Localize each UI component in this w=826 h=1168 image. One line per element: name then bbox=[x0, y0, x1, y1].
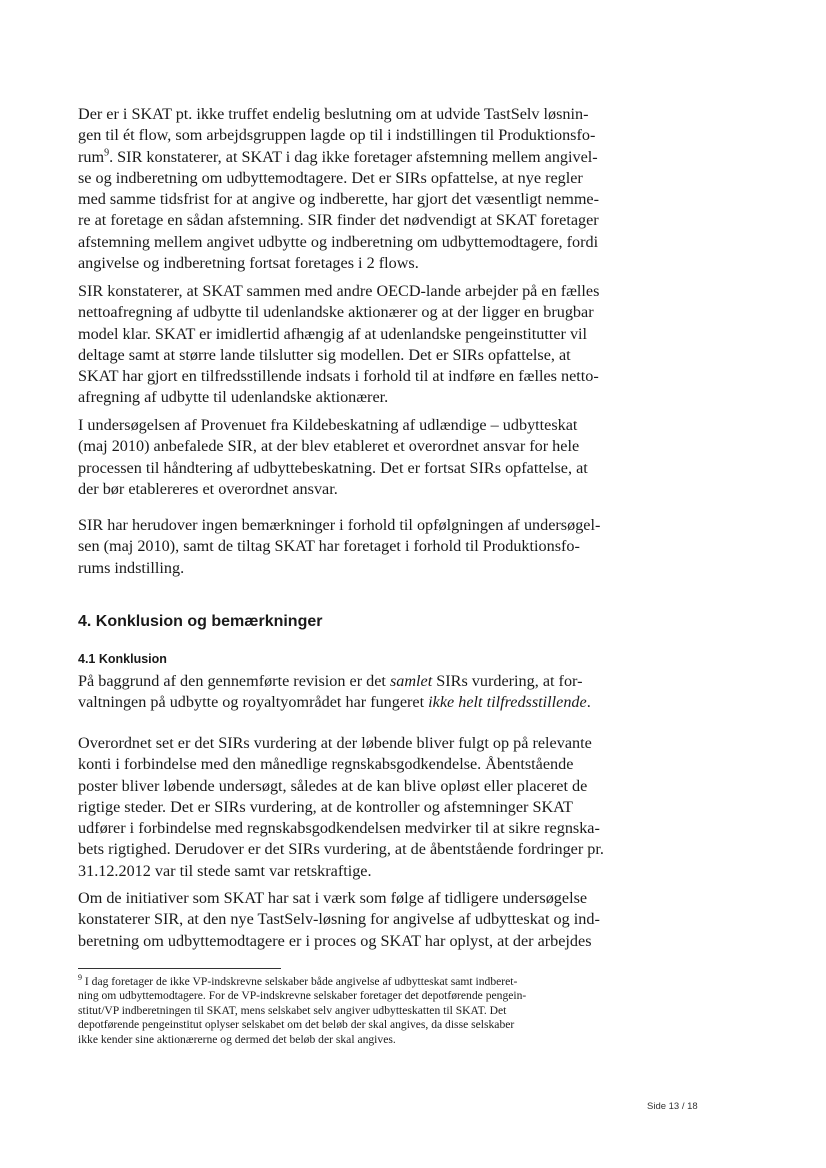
page-number: Side 13 / 18 bbox=[647, 1101, 698, 1112]
text-fragment: rum bbox=[78, 147, 105, 166]
emphasis-text: samlet bbox=[389, 672, 433, 690]
text-line bbox=[78, 692, 630, 713]
text-line: der bør etablereres et overordnet ansvar. bbox=[78, 479, 338, 498]
footnote-line: ning om udbyttemodtagere. For de VP-indskrevne selskaber foretager det depotførende pengein- bbox=[78, 989, 527, 1003]
text-line: SIR har herudover ingen bemærkninger i forhold til opfølgningen af undersøgel- bbox=[78, 516, 601, 534]
emphasis-text: ikke helt tilfredsstillende bbox=[428, 693, 587, 712]
text-line: 31.12.2012 var til stede samt var retskraftige. bbox=[78, 861, 372, 880]
text-line bbox=[78, 147, 630, 168]
text-fragment: På baggrund af den gennemførte revision er det bbox=[78, 672, 390, 690]
text-line: sen (maj 2010), samt de tiltag SKAT har foretaget i forhold til Produktionsfo- bbox=[78, 537, 580, 556]
text-line: SIR konstaterer, at SKAT sammen med andre OECD-lande arbejder på en fælles bbox=[78, 282, 600, 300]
paragraph-oecd-nettoafregning bbox=[78, 281, 630, 409]
paragraph-herudover bbox=[78, 515, 630, 579]
text-line: Om de initiativer som SKAT har sat i værk som følge af tidligere undersøgelse bbox=[78, 889, 588, 907]
footnote-line: ikke kender sine aktionærerne og dermed det beløb der skal angives. bbox=[78, 1032, 396, 1046]
text-line: afregning af udbytte til udenlandske aktionærer. bbox=[78, 388, 389, 407]
paragraph-tastselv-flow bbox=[78, 104, 630, 274]
subsection-heading: 4.1 Konklusion bbox=[78, 652, 167, 666]
text-fragment: I dag foretager de ikke VP-indskrevne selskaber både angivelse af udbytteskat samt indberet- bbox=[82, 975, 518, 988]
text-line: bets rigtighed. Derudover er det SIRs vurdering, at de åbentstående fordringer pr. bbox=[78, 840, 604, 859]
text-line: beretning om udbyttemodtagere er i proces og SKAT har oplyst, at der arbejdes bbox=[78, 931, 592, 950]
footnote-number: 9 bbox=[78, 973, 82, 983]
text-line bbox=[78, 671, 630, 692]
footnote-line bbox=[78, 975, 638, 989]
text-line: nettoafregning af udbytte til udenlandske aktionærer og at der ligger en brugbar bbox=[78, 303, 594, 322]
text-line: model klar. SKAT er imidlertid afhængig af at udenlandske pengeinstitutter vil bbox=[78, 324, 588, 343]
text-fragment: SIRs vurdering, at for- bbox=[432, 672, 583, 690]
text-line: re at foretage en sådan afstemning. SIR finder det nødvendigt at SKAT foretager bbox=[78, 211, 599, 230]
text-line: gen til ét flow, som arbejdsgruppen lagde op til i indstillingen til Produktionsfo- bbox=[78, 126, 596, 145]
paragraph-initiativer bbox=[78, 888, 630, 952]
text-line: deltage samt at større lande tilslutter sig modellen. Det er SIRs opfattelse, at bbox=[78, 345, 571, 364]
footnote bbox=[78, 975, 638, 1047]
text-line: Der er i SKAT pt. ikke truffet endelig beslutning om at udvide TastSelv løsnin- bbox=[78, 105, 589, 123]
text-line: (maj 2010) anbefalede SIR, at der blev etableret et overordnet ansvar for hele bbox=[78, 437, 580, 456]
text-line: SKAT har gjort en tilfredsstillende indsats i forhold til at indføre en fælles netto- bbox=[78, 367, 599, 386]
text-line: se og indberetning om udbyttemodtagere. Det er SIRs opfattelse, at nye regler bbox=[78, 168, 583, 187]
footnote-reference[interactable]: 9 bbox=[104, 147, 110, 159]
text-line: med samme tidsfrist for at angive og indberette, har gjort det væsentligt nemme- bbox=[78, 190, 600, 209]
paragraph-overordnet-vurdering bbox=[78, 733, 630, 882]
footnote-separator bbox=[78, 968, 281, 969]
text-line: Overordnet set er det SIRs vurdering at der løbende bliver fulgt op på relevante bbox=[78, 734, 592, 752]
text-line: rigtige steder. Det er SIRs vurdering, at de kontroller og afstemninger SKAT bbox=[78, 797, 573, 816]
paragraph-samlet-vurdering bbox=[78, 671, 630, 714]
text-line: processen til håndtering af udbyttebeskatning. Det er fortsat SIRs opfattelse, at bbox=[78, 458, 588, 477]
text-line: rums indstilling. bbox=[78, 558, 185, 577]
text-fragment: valtningen på udbytte og royaltyområdet har fungeret bbox=[78, 693, 429, 712]
paragraph-provenuet-undersoegelse bbox=[78, 415, 630, 500]
text-line: konstaterer SIR, at den nye TastSelv-løsning for angivelse af udbytteskat og ind- bbox=[78, 910, 600, 929]
text-line: afstemning mellem angivet udbytte og indberetning om udbyttemodtagere, fordi bbox=[78, 232, 599, 251]
section-heading: 4. Konklusion og bemærkninger bbox=[78, 613, 323, 630]
footnote-line: depotførende pengeinstitut oplyser selskabet om det beløb der skal angives, da disse selskaber bbox=[78, 1018, 515, 1032]
footnote-line: stitut/VP indberetningen til SKAT, mens selskabet selv angiver udbytteskatten til SKAT. Det bbox=[78, 1003, 507, 1017]
text-line: konti i forbindelse med den månedlige regnskabsgodkendelse. Åbentstående bbox=[78, 755, 574, 774]
text-fragment: . bbox=[586, 693, 591, 712]
text-line: poster bliver løbende undersøgt, således at de kan blive opløst eller placeret de bbox=[78, 776, 588, 795]
text-line: udfører i forbindelse med regnskabsgodkendelsen medvirker til at sikre regnska- bbox=[78, 819, 600, 838]
text-fragment: . SIR konstaterer, at SKAT i dag ikke foretager afstemning mellem angivel- bbox=[109, 147, 598, 166]
text-line: I undersøgelsen af Provenuet fra Kildebeskatning af udlændige – udbytteskat bbox=[78, 416, 578, 434]
text-line: angivelse og indberetning fortsat foretages i 2 flows. bbox=[78, 254, 419, 273]
